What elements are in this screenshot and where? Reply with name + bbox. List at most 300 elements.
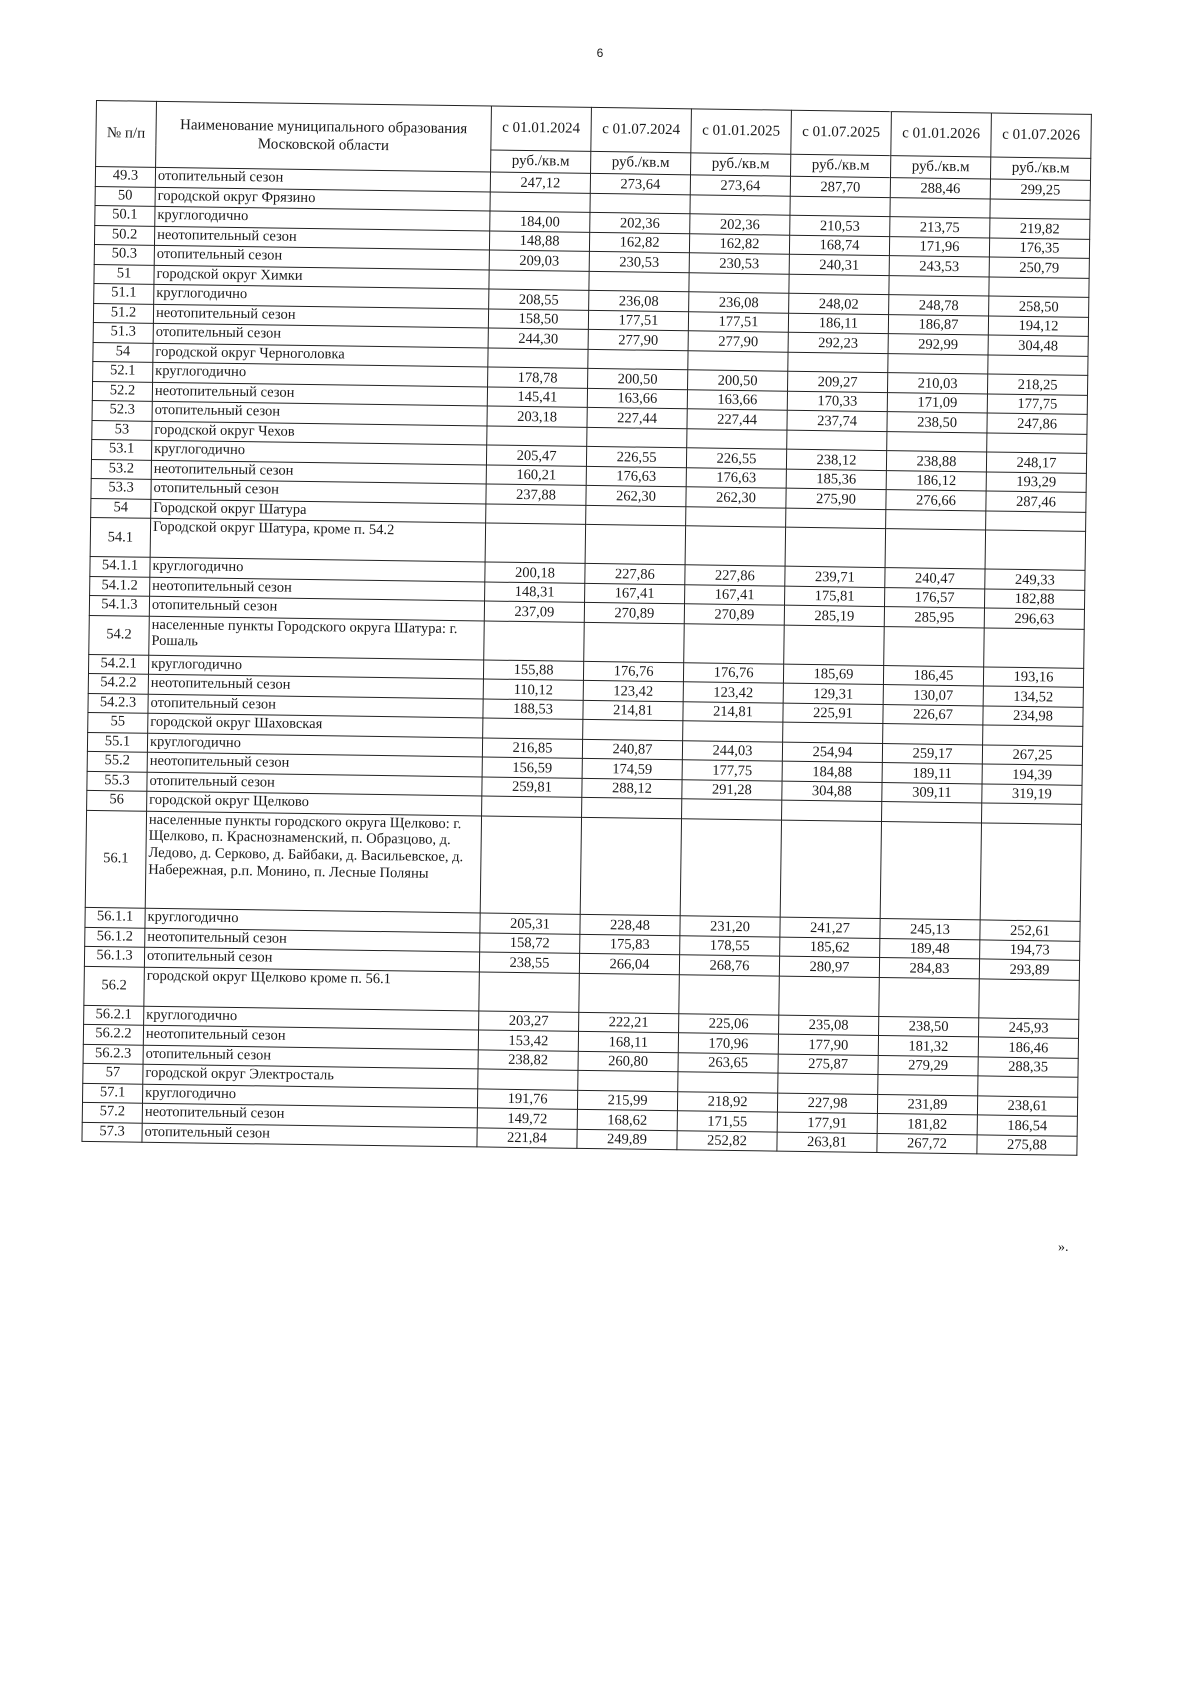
row-name: круглогодично [155,206,490,230]
tariff-value: 259,17 [882,743,982,764]
tariff-value: 185,69 [783,664,883,685]
header-unit: руб./кв.м [791,154,891,177]
tariff-value: 262,30 [586,485,686,506]
row-name: неотопительный сезон [148,674,483,698]
tariff-value: 186,11 [788,313,888,334]
tariff-value: 176,76 [583,661,683,682]
row-name: населенные пункты Городского округа Шатура: г. Рошаль [149,616,485,660]
tariff-value [878,1075,978,1096]
row-name: населенные пункты городского округа Щелково: г. Щелково, п. Краснознаменский, п. Образцово, д. Ледово, д. Серково, д. Байбаки, д. Васильевское, д. Набережная, р.п. Монино, п. Лесные Поляны [145,811,481,913]
tariff-value: 287,70 [790,176,890,197]
row-name: отопительный сезон [147,772,482,796]
tariff-value [783,722,883,743]
tariff-value: 293,89 [979,959,1079,980]
tariff-value [587,427,687,448]
tariff-value [790,196,890,217]
header-col-name: Наименование муниципального образования Московской области [156,101,492,172]
tariff-value: 237,09 [484,601,584,622]
row-number: 51.3 [93,322,153,342]
tariff-value: 182,88 [984,588,1084,609]
tariff-value: 287,46 [986,491,1086,512]
tariff-value [984,627,1085,667]
tariff-value: 249,89 [577,1129,677,1150]
tariff-value: 160,21 [486,464,586,485]
tariff-value: 175,81 [785,586,885,607]
tariff-value [784,625,885,665]
row-number: 56.2.1 [84,1005,144,1025]
tariff-value: 123,42 [683,682,783,703]
tariff-value: 175,83 [580,934,680,955]
tariff-value: 291,28 [682,779,782,800]
row-name: городской округ Щелково кроме п. 56.1 [144,967,480,1011]
tariff-value [782,800,882,821]
tariff-value [987,432,1087,453]
tariff-value: 194,39 [982,764,1082,785]
tariff-value: 178,55 [680,935,780,956]
tariff-value: 238,12 [786,449,886,470]
row-number: 54.2.2 [88,673,148,693]
row-name: городской округ Щелково [147,791,482,815]
tariff-value: 247,12 [490,172,590,193]
tariff-value: 227,98 [777,1093,877,1114]
tariff-value [486,503,586,524]
row-number: 51 [94,264,154,284]
tariff-value [983,725,1083,746]
tariff-value [883,724,983,745]
tariff-value [785,527,886,567]
tariff-value [680,818,781,917]
tariff-value [678,1072,778,1093]
tariff-value: 240,31 [789,254,889,275]
header-date: с 01.07.2025 [791,110,892,155]
tariff-value [590,193,690,214]
tariff-value [786,508,886,529]
tariff-value: 230,53 [589,251,689,272]
tariff-value: 171,09 [887,392,987,413]
row-name: отопительный сезон [149,596,484,620]
tariff-value: 205,47 [486,445,586,466]
tariff-value: 203,27 [479,1010,579,1031]
page-number: 6 [596,46,604,60]
tariff-value [686,506,786,527]
row-number: 50.1 [95,205,155,225]
tariff-value: 186,45 [883,665,983,686]
tariff-value: 284,83 [879,958,979,979]
tariff-value: 176,76 [683,662,783,683]
row-name: круглогодично [153,362,488,386]
tariff-value: 168,62 [577,1109,677,1130]
header-unit: руб./кв.м [591,151,691,174]
tariff-value: 174,59 [582,758,682,779]
tariff-value: 270,89 [584,602,684,623]
tariff-value: 167,41 [585,583,685,604]
tariff-value: 319,19 [982,783,1082,804]
row-number: 56.1 [85,810,146,908]
tariff-value [787,430,887,451]
tariff-value: 202,36 [690,214,790,235]
tariff-value: 186,12 [886,470,986,491]
row-number: 54 [91,498,151,518]
tariff-value: 200,18 [485,562,585,583]
row-number: 56.2 [84,966,145,1006]
row-number: 51.1 [94,283,154,303]
tariff-value [683,721,783,742]
row-number: 55.1 [87,732,147,752]
tariff-value: 226,55 [586,446,686,467]
tariff-value: 238,50 [887,412,987,433]
header-unit: руб./кв.м [691,153,791,176]
tariff-value [789,274,889,295]
tariff-value: 200,50 [688,370,788,391]
tariff-value: 304,88 [782,781,882,802]
tariff-value: 240,87 [582,739,682,760]
tariff-value: 226,55 [686,448,786,469]
tariff-value: 245,93 [979,1017,1079,1038]
tariff-value: 250,79 [989,257,1089,278]
row-number: 57 [83,1063,143,1083]
tariff-value: 239,71 [785,566,885,587]
tariff-value [687,428,787,449]
row-number: 51.2 [93,303,153,323]
tariff-value: 243,53 [889,256,989,277]
tariff-value: 184,00 [490,211,590,232]
tariff-value: 225,91 [783,703,883,724]
header-date: с 01.01.2024 [491,106,592,151]
tariff-value: 238,61 [977,1095,1077,1116]
tariff-value [480,815,581,914]
row-number: 56.2.2 [83,1024,143,1044]
row-name: отопительный сезон [143,1045,478,1069]
header-unit: руб./кв.м [491,150,591,173]
tariff-value [885,529,986,569]
tariff-value: 149,72 [477,1108,577,1129]
row-number: 54.2 [89,615,150,655]
tariff-value [685,526,786,566]
tariff-value: 218,92 [677,1091,777,1112]
row-name: неотопительный сезон [147,752,482,776]
tariff-value: 241,27 [780,917,880,938]
row-number: 53.2 [91,459,151,479]
tariff-value: 236,08 [689,292,789,313]
tariff-value: 292,23 [788,332,888,353]
tariff-value: 162,82 [689,233,789,254]
tariff-value: 186,54 [977,1115,1077,1136]
tariff-value: 231,20 [680,916,780,937]
tariff-value: 188,53 [483,698,583,719]
row-number: 56.1.3 [84,946,144,966]
tariff-value: 200,50 [588,368,688,389]
tariff-value: 193,29 [986,471,1086,492]
tariff-value [585,524,686,564]
tariff-value [879,977,980,1017]
tariff-value: 185,36 [786,469,886,490]
tariff-value: 177,75 [987,393,1087,414]
tariff-value [882,802,982,823]
tariff-value [880,821,981,920]
tariff-value [980,822,1081,921]
tariff-value: 213,75 [890,217,990,238]
tariff-value: 244,03 [682,740,782,761]
tariff-value: 171,55 [677,1111,777,1132]
tariff-value [985,530,1086,570]
tariff-value: 171,96 [889,236,989,257]
tariff-value: 238,55 [479,952,579,973]
row-number: 53.3 [91,478,151,498]
row-name: отопительный сезон [152,401,487,425]
tariff-value: 240,47 [885,568,985,589]
tariff-value [988,354,1088,375]
row-name: отопительный сезон [144,947,479,971]
tariff-value: 222,21 [579,1012,679,1033]
tariff-value: 155,88 [483,659,583,680]
tariff-value: 237,88 [486,484,586,505]
tariff-value [484,620,585,660]
tariff-value: 248,02 [789,293,889,314]
tariff-value [690,194,790,215]
tariff-value: 208,55 [489,289,589,310]
header-unit: руб./кв.м [990,157,1090,180]
tariff-value: 194,12 [988,315,1088,336]
header-unit: руб./кв.м [890,156,990,179]
tariff-value: 225,06 [679,1013,779,1034]
row-number: 52.1 [93,361,153,381]
tariff-value: 148,31 [485,581,585,602]
tariff-value [488,347,588,368]
tariff-value: 288,35 [978,1056,1078,1077]
row-name: отопительный сезон [153,323,488,347]
tariff-value: 258,50 [989,296,1089,317]
tariff-value: 176,63 [686,467,786,488]
header-date: с 01.01.2025 [691,109,792,154]
tariff-value [688,350,788,371]
tariff-value [778,1073,878,1094]
tariff-value [986,510,1086,531]
tariff-value: 214,81 [583,700,683,721]
tariff-value: 309,11 [882,782,982,803]
row-name: круглогодично [144,1006,479,1030]
row-number: 54.1.3 [89,595,149,615]
tariff-value: 162,82 [589,232,689,253]
row-number: 50 [95,186,155,206]
tariff-value: 215,99 [577,1090,677,1111]
row-number: 54 [93,342,153,362]
tariff-value: 245,13 [880,919,980,940]
tariff-value: 266,04 [579,953,679,974]
tariff-value: 235,08 [779,1015,879,1036]
tariff-value: 227,86 [585,563,685,584]
tariff-value: 230,53 [689,253,789,274]
row-name: круглогодично [150,557,485,581]
tariff-value: 176,57 [885,587,985,608]
tariff-value: 285,19 [784,605,884,626]
tariff-value: 227,44 [587,407,687,428]
tariff-value: 296,63 [984,608,1084,629]
row-name: круглогодично [148,655,483,679]
tariff-value: 178,78 [488,367,588,388]
row-number: 56 [87,790,147,810]
row-number: 54.2.3 [88,693,148,713]
row-number: 57.3 [82,1122,142,1142]
tariff-value: 205,31 [480,913,580,934]
row-number: 56.2.3 [83,1044,143,1064]
tariff-value [580,817,681,916]
tariff-value [788,352,888,373]
tariff-value [981,803,1081,824]
tariff-value: 267,25 [982,744,1082,765]
row-number: 55.3 [87,771,147,791]
row-name: неотопительный сезон [151,460,486,484]
tariff-value [890,197,990,218]
tariff-value: 234,98 [983,705,1083,726]
tariff-value [884,626,985,666]
tariff-value: 170,33 [787,391,887,412]
row-name: круглогодично [147,733,482,757]
row-number: 57.1 [83,1083,143,1103]
row-name: круглогодично [145,908,480,932]
tariff-value: 270,89 [684,604,784,625]
tariff-value [689,272,789,293]
row-number: 54.1.2 [90,576,150,596]
row-name: круглогодично [154,284,489,308]
row-number: 54.1 [90,517,151,557]
tariff-value: 153,42 [478,1030,578,1051]
row-number: 55 [88,712,148,732]
tariff-value: 277,90 [688,331,788,352]
tariff-value: 238,50 [879,1016,979,1037]
row-name: городской округ Электросталь [143,1064,478,1088]
tariff-value [684,623,785,663]
tariff-value: 259,81 [482,776,582,797]
tariff-value: 263,81 [777,1132,877,1153]
tariff-value: 267,72 [877,1133,977,1154]
row-name: круглогодично [142,1084,477,1108]
tariff-value [780,820,881,919]
tariff-value: 181,82 [877,1114,977,1135]
tariff-value [978,1076,1078,1097]
tariff-value [483,718,583,739]
tariff-value [586,505,686,526]
row-name: отопительный сезон [154,245,489,269]
row-name: отопительный сезон [142,1123,477,1147]
tariff-value: 299,25 [990,179,1090,200]
tariff-value: 275,87 [778,1054,878,1075]
tariff-value: 279,29 [878,1055,978,1076]
row-name: городской округ Фрязино [155,187,490,211]
tariff-value: 181,32 [878,1036,978,1057]
row-number: 54.1.1 [90,556,150,576]
tariff-value: 158,72 [480,932,580,953]
tariff-value: 288,46 [890,178,990,199]
row-name: неотопительный сезон [152,382,487,406]
tariff-value: 292,99 [888,334,988,355]
tariff-value: 210,03 [887,373,987,394]
tariff-value [482,796,582,817]
row-number: 50.2 [94,225,154,245]
tariff-value: 163,66 [687,389,787,410]
tariff-value: 248,17 [986,452,1086,473]
tariff-value: 189,48 [880,938,980,959]
tariff-value [478,1069,578,1090]
row-name: неотопительный сезон [142,1103,477,1127]
tariff-value: 210,53 [790,215,890,236]
tariff-value: 163,66 [587,388,687,409]
tariff-value: 193,16 [983,666,1083,687]
tariff-value: 273,64 [690,175,790,196]
tariff-value [487,425,587,446]
table-body [82,167,1091,1156]
row-number: 50.3 [94,244,154,264]
tariff-value: 236,08 [589,290,689,311]
tariff-value: 249,33 [985,569,1085,590]
tariff-value: 129,31 [783,683,883,704]
row-number: 49.3 [95,167,155,187]
tariff-value [479,971,580,1011]
tariff-value: 209,03 [489,250,589,271]
tariff-value: 285,95 [884,607,984,628]
tariff-value [489,270,589,291]
tariff-value [889,275,989,296]
tariff-value: 177,51 [688,311,788,332]
tariff-value: 275,90 [786,488,886,509]
row-name: городской округ Шаховская [148,713,483,737]
tariff-table [81,100,1091,1156]
header-date: с 01.07.2024 [591,107,692,152]
closing-quote: ». [1058,1240,1069,1255]
tariff-value [485,523,586,563]
tariff-value [979,978,1080,1018]
row-name: отопительный сезон [148,694,483,718]
tariff-value [779,976,880,1016]
tariff-value: 168,74 [789,235,889,256]
row-number: 53.1 [91,439,151,459]
tariff-value: 262,30 [686,487,786,508]
tariff-value [679,974,780,1014]
tariff-value [583,719,683,740]
row-number: 57.2 [82,1102,142,1122]
tariff-value: 177,51 [588,310,688,331]
tariff-value [490,192,590,213]
tariff-value: 167,41 [685,584,785,605]
tariff-value [682,799,782,820]
tariff-value: 176,63 [586,466,686,487]
row-name: отопительный сезон [151,479,486,503]
tariff-value: 203,18 [487,406,587,427]
tariff-value: 216,85 [482,737,582,758]
tariff-value: 228,48 [580,914,680,935]
tariff-value [589,271,689,292]
header-date: с 01.07.2026 [991,113,1092,158]
tariff-value: 156,59 [482,757,582,778]
row-number: 52.2 [92,381,152,401]
tariff-value: 260,80 [578,1051,678,1072]
tariff-value: 148,88 [489,231,589,252]
header-col-num: № п/п [96,101,157,168]
tariff-value: 170,96 [678,1033,778,1054]
tariff-value: 221,84 [477,1127,577,1148]
row-name: городской округ Чехов [152,421,487,445]
row-name: городской округ Черноголовка [153,343,488,367]
tariff-value: 248,78 [889,295,989,316]
tariff-table-wrapper [81,100,1090,1156]
tariff-value: 186,87 [888,314,988,335]
tariff-value: 227,44 [687,409,787,430]
tariff-value: 226,67 [883,704,983,725]
row-name: круглогодично [151,440,486,464]
row-number: 53 [92,420,152,440]
tariff-value [588,349,688,370]
tariff-value: 123,42 [583,680,683,701]
tariff-value: 252,82 [677,1130,777,1151]
